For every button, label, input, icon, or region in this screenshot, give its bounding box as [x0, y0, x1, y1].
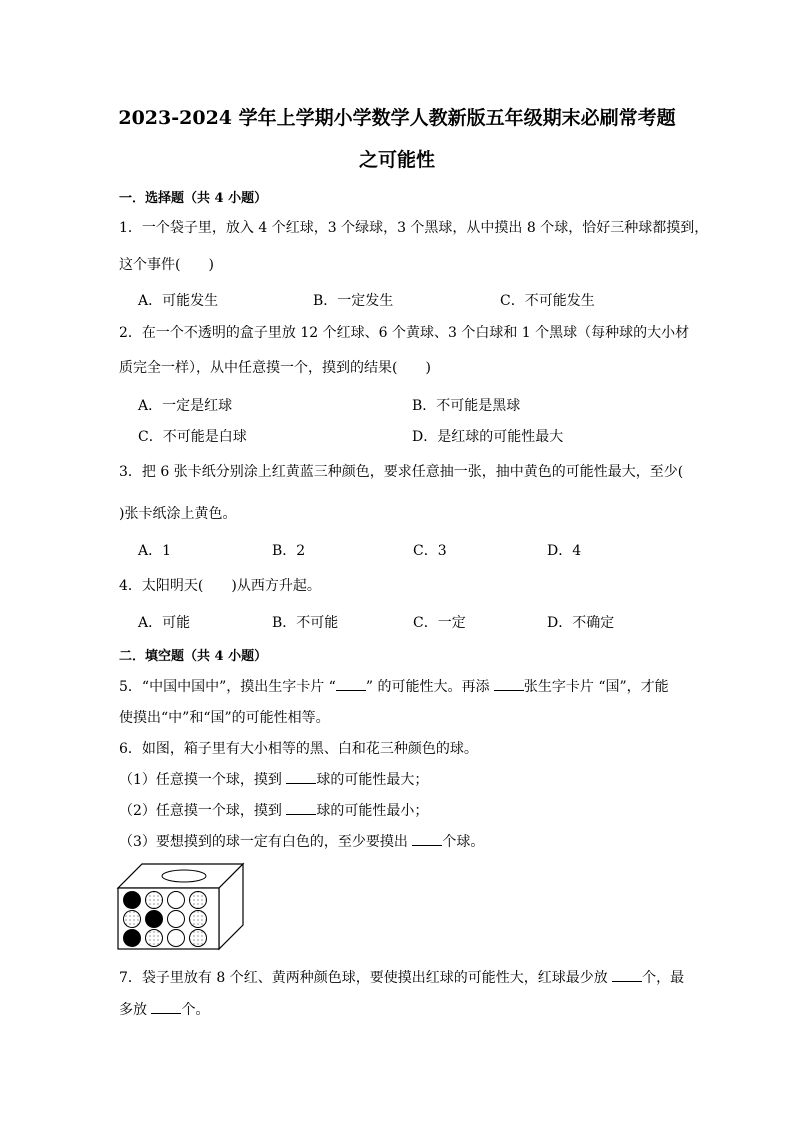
q1-option-a: A．可能发生 — [138, 293, 219, 309]
ball-white — [168, 892, 185, 909]
q2-option-d: D．是红球的可能性最大 — [412, 429, 564, 445]
q6-sub1 — [119, 769, 428, 789]
q5-text-part2: ” 的可能性大。再添 — [365, 679, 494, 695]
ball-dotted — [190, 911, 207, 928]
q5-text-part1: 5．“中国中国中”，摸出生字卡片 “ — [119, 679, 336, 695]
ball-black — [146, 911, 163, 928]
q3-option-d: D．4 — [547, 543, 582, 559]
q1-line2: 这个事件( ) — [119, 257, 214, 273]
q3-option-a: A．1 — [138, 543, 172, 559]
q6-sub2-blank[interactable] — [286, 803, 316, 815]
ball-white — [168, 911, 185, 928]
ball-dotted — [190, 930, 207, 947]
ball-box-figure — [116, 862, 246, 952]
q2-option-a: A．一定是红球 — [138, 398, 233, 414]
q2-line2: 质完全一样），从中任意摸一个，摸到的结果( ) — [119, 360, 431, 376]
q6-sub1-text-b: 球的可能性最大； — [316, 772, 429, 788]
ball-dotted — [124, 911, 141, 928]
page-title-line1: 2023-2024 学年上学期小学数学人教新版五年级期末必刷常考题 — [118, 107, 676, 129]
section-heading-choice: 一．选择题（共 4 小题） — [119, 191, 268, 206]
q5-answer-blank-1[interactable] — [336, 679, 366, 691]
q4-option-c: C．一定 — [413, 615, 466, 631]
q6-stem: 6．如图，箱子里有大小相等的黑、白和花三种颜色的球。 — [119, 741, 478, 757]
q6-sub2-text-a: （2）任意摸一个球，摸到 — [119, 803, 287, 819]
q3-option-c: C．3 — [413, 543, 447, 559]
ball-dotted — [146, 930, 163, 947]
q7-line2-text-a: 多放 — [119, 1002, 152, 1018]
q6-sub2 — [119, 800, 428, 820]
q4-option-b: B．不可能 — [272, 615, 339, 631]
q6-sub2-text-b: 球的可能性最小； — [316, 803, 429, 819]
q7-line1-text-b: 个，最 — [642, 970, 685, 986]
box-opening — [162, 870, 206, 882]
q6-sub1-blank[interactable] — [286, 772, 316, 784]
q3-line1: 3．把 6 张卡纸分别涂上红黄蓝三种颜色，要求任意抽一张，抽中黄色的可能性最大，至少( — [119, 464, 684, 480]
section-heading-fill: 二．填空题（共 4 小题） — [119, 649, 268, 664]
q1-line1: 1．一个袋子里，放入 4 个红球，3 个绿球，3 个黑球，从中摸出 8 个球，恰好三种球都摸到， — [119, 220, 709, 236]
q6-sub1-text-a: （1）任意摸一个球，摸到 — [119, 772, 287, 788]
q3-line2: )张卡纸涂上黄色。 — [119, 506, 237, 522]
q6-sub3-text-b: 个球。 — [442, 834, 485, 850]
ball-black — [124, 892, 141, 909]
q3-option-b: B．2 — [272, 543, 306, 559]
q4-option-d: D．不确定 — [547, 615, 615, 631]
ball-white — [168, 930, 185, 947]
q6-sub3-text-a: （3）要想摸到的球一定有白色的，至少要摸出 — [119, 834, 413, 850]
ball-black — [124, 930, 141, 947]
q1-option-c: C．不可能发生 — [500, 293, 595, 309]
q2-option-c: C．不可能是白球 — [138, 429, 247, 445]
q5-line1 — [119, 676, 669, 696]
q1-option-b: B．一定发生 — [313, 293, 394, 309]
q4-option-a: A．可能 — [138, 615, 191, 631]
q7-line1 — [119, 967, 684, 987]
q6-sub3-blank[interactable] — [412, 834, 442, 846]
q5-answer-blank-2[interactable] — [494, 679, 524, 691]
q4-line1: 4．太阳明天( )从西方升起。 — [119, 578, 321, 594]
page-title-line2: 之可能性 — [358, 149, 435, 171]
ball-dotted — [190, 892, 207, 909]
q2-line1: 2．在一个不透明的盒子里放 12 个红球、6 个黄球、3 个白球和 1 个黑球（每种球的大小材 — [119, 325, 690, 341]
q5-line2: 使摸出“中”和“国”的可能性相等。 — [119, 710, 330, 726]
q6-sub3 — [119, 831, 484, 851]
q7-line2-text-b: 个。 — [181, 1002, 210, 1018]
q2-option-b: B．不可能是黑球 — [412, 398, 521, 414]
q5-text-part3: 张生字卡片 “国”，才能 — [523, 679, 669, 695]
q7-blank-2[interactable] — [151, 1002, 181, 1014]
q7-blank-1[interactable] — [612, 970, 642, 982]
ball-dotted — [146, 892, 163, 909]
q7-line2 — [119, 999, 209, 1019]
q7-line1-text-a: 7．袋子里放有 8 个红、黄两种颜色球，要使摸出红球的可能性大，红球最少放 — [119, 970, 613, 986]
